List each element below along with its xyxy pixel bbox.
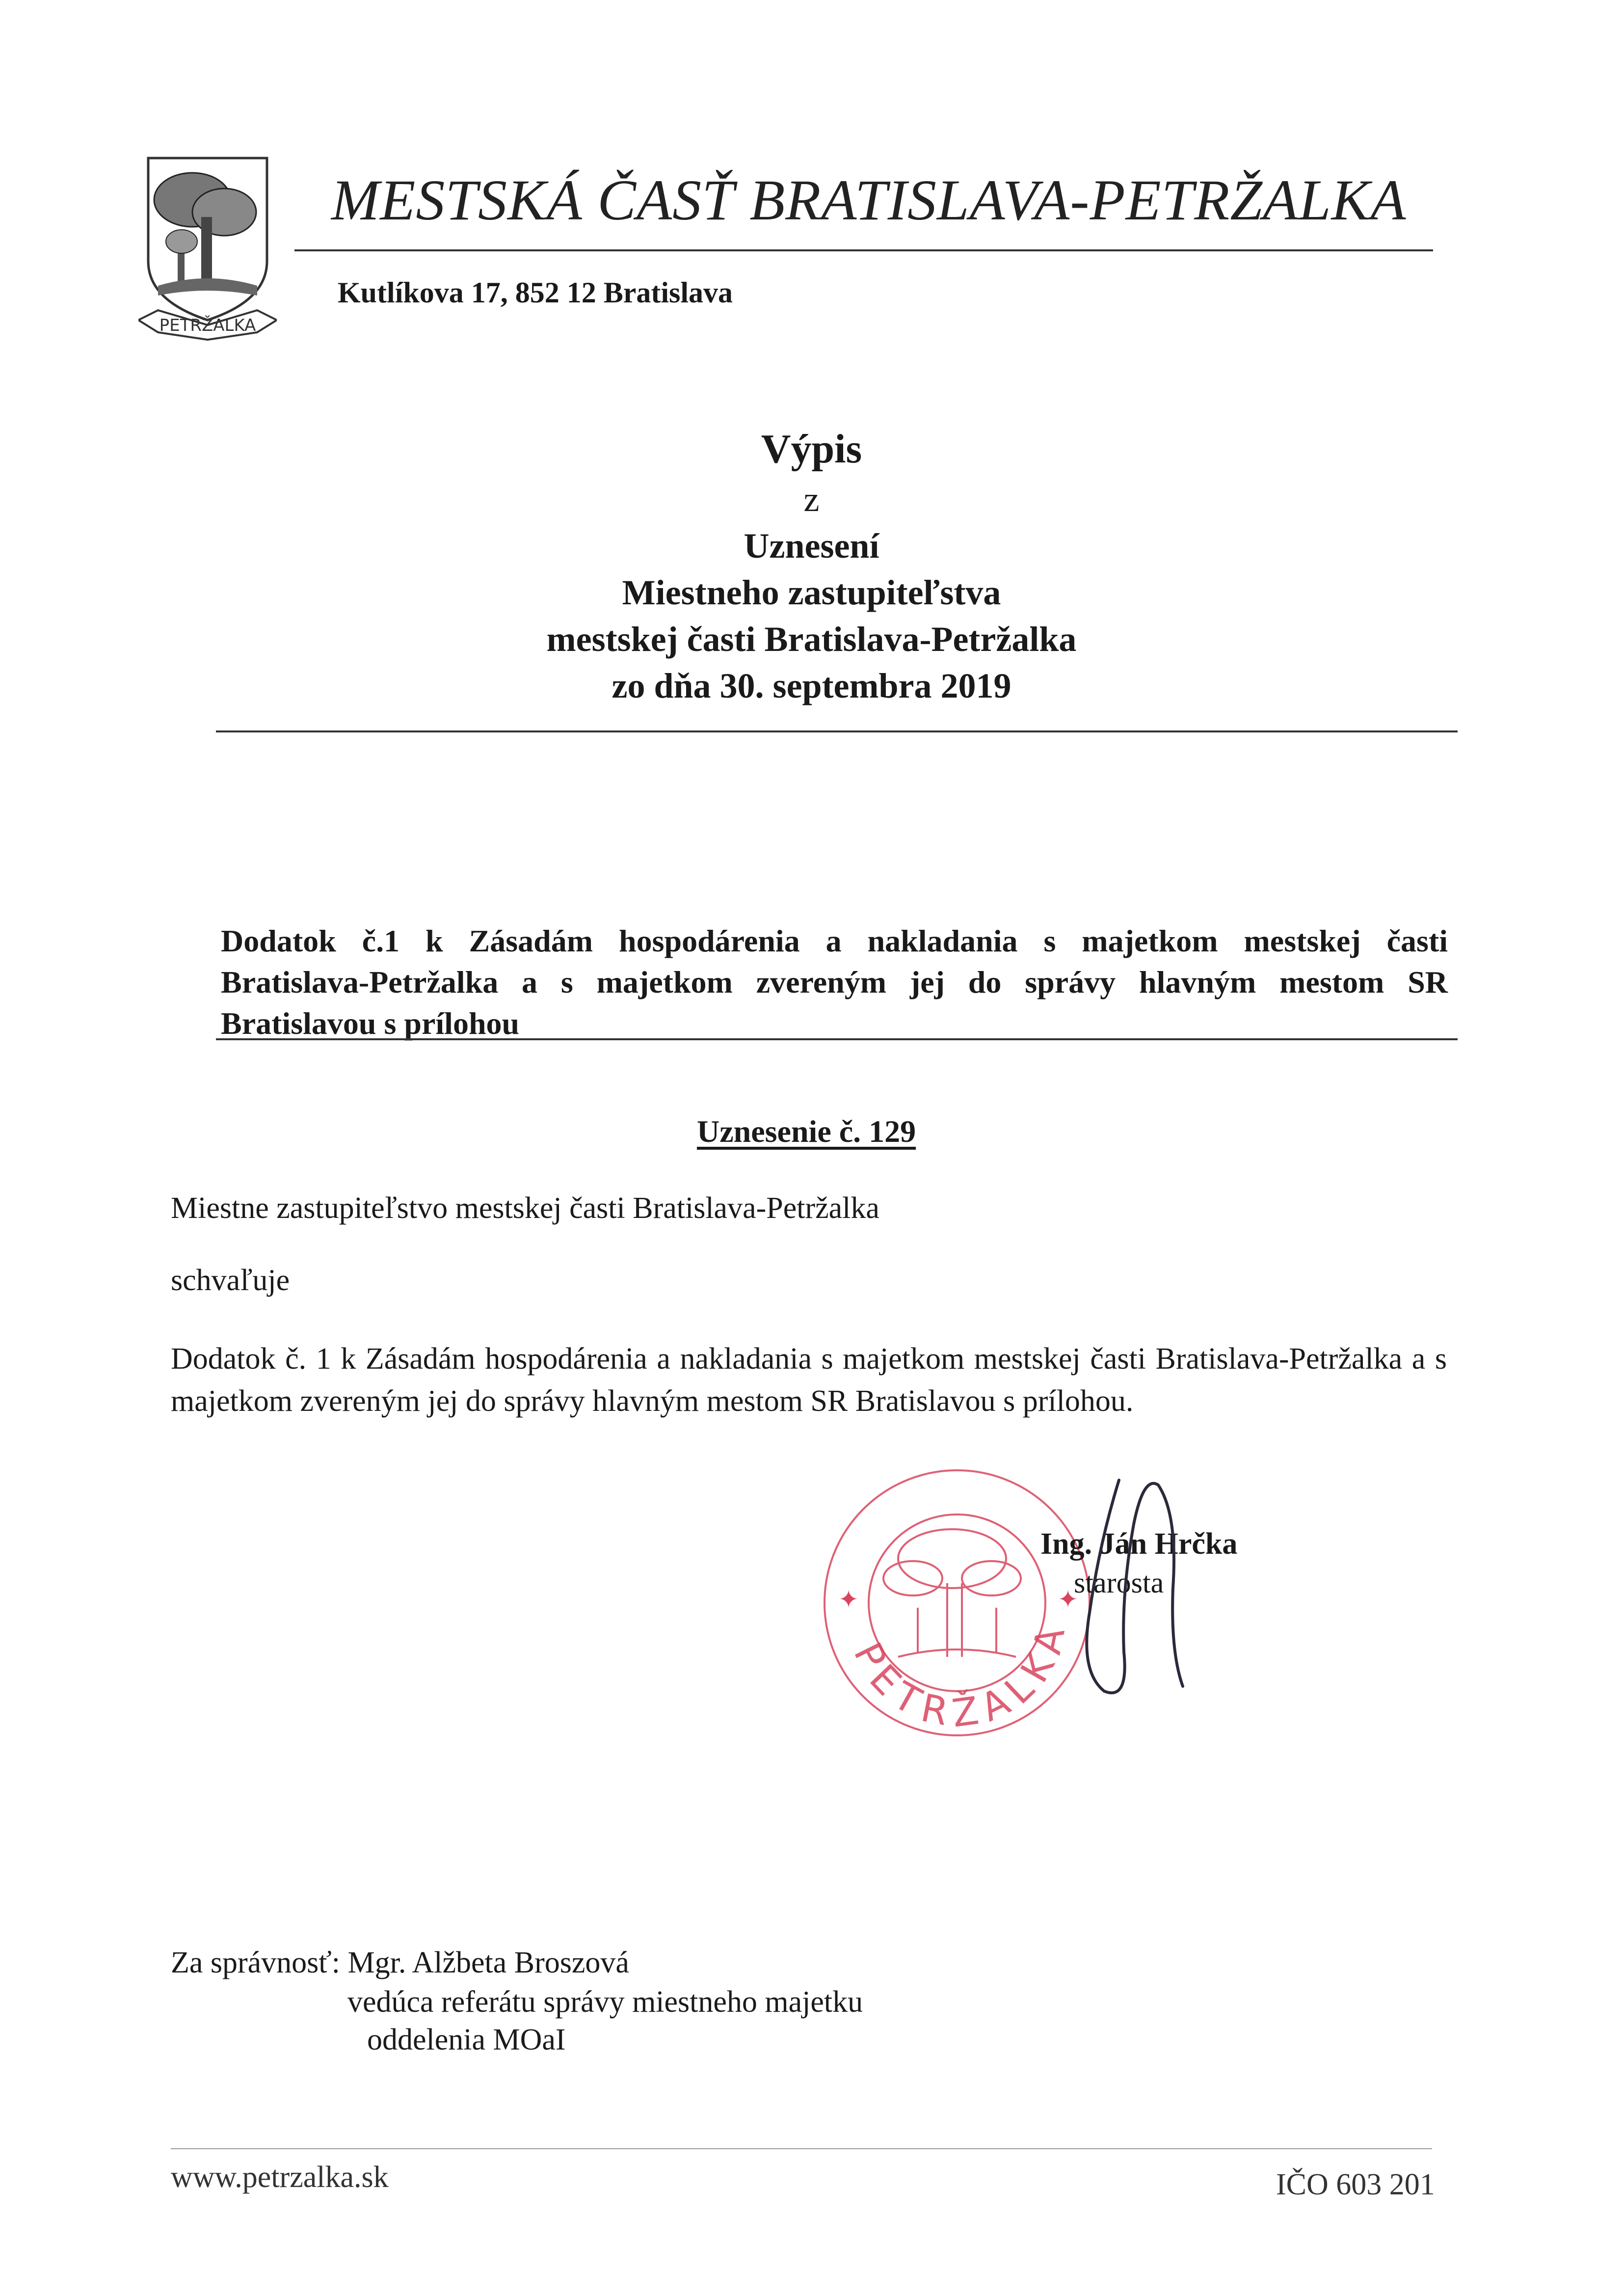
crest-ribbon-text: PETRŽALKA [159, 316, 256, 335]
title-divider [216, 730, 1458, 732]
subject-heading [221, 920, 1448, 1044]
header-divider [294, 249, 1433, 251]
signer-name: Ing. Ján Hrčka [1040, 1527, 1238, 1561]
title-line-6: zo dňa 30. septembra 2019 [612, 666, 1011, 705]
subject-line-1: Dodatok č.1 k Zásadám hospodárenia a nakladania s majetkom mestskej časti [221, 923, 1448, 958]
stamp-text: PETRŽALKA [845, 1615, 1076, 1736]
subject-line-2: Bratislava-Petržalka a s majetkom zvereným jej do správy hlavným mestom SR [221, 965, 1448, 999]
resolution-paragraph: Dodatok č. 1 k Zásadám hospodárenia a nakladania s majetkom mestskej časti Bratislava-Petržalka a s majetkom zvereným jej do správy hlavným mestom SR Bratislavou s prílohou. [171, 1342, 1447, 1418]
correctness-line-1: Za správnosť: Mgr. Alžbeta Broszová [171, 1946, 629, 1979]
handwritten-signature [1060, 1465, 1202, 1706]
organization-name: MESTSKÁ ČASŤ BRATISLAVA-PETRŽALKA [331, 168, 1407, 232]
subject-line-3: Bratislavou s prílohou [221, 1006, 520, 1041]
stamp-star-left: ✦ [838, 1586, 859, 1613]
footer-divider [171, 2148, 1432, 2149]
coat-of-arms-logo [138, 153, 277, 345]
signer-role: starosta [1074, 1567, 1164, 1599]
correctness-line-3: oddelenia MOaI [367, 2023, 566, 2056]
title-line-3: Uznesení [744, 526, 879, 566]
footer-ico: IČO 603 201 [1276, 2168, 1435, 2201]
subject-divider [216, 1038, 1458, 1040]
title-line-1: Výpis [761, 426, 862, 472]
document-title-block [0, 422, 1623, 709]
correctness-line-2: vedúca referátu správy miestneho majetku [347, 1985, 863, 2019]
council-text: Miestne zastupiteľstvo mestskej časti Bratislava-Petržalka [171, 1191, 879, 1225]
approves-text: schvaľuje [171, 1264, 290, 1297]
title-line-5: mestskej časti Bratislava-Petržalka [546, 620, 1077, 659]
stamp-star-right: ✦ [1058, 1586, 1078, 1613]
title-line-2: z [803, 480, 820, 519]
organization-address: Kutlíkova 17, 852 12 Bratislava [338, 276, 733, 309]
resolution-number: Uznesenie č. 129 [697, 1114, 916, 1149]
official-stamp [815, 1460, 1099, 1745]
footer-website: www.petrzalka.sk [171, 2161, 389, 2194]
title-line-4: Miestneho zastupiteľstva [622, 573, 1001, 612]
